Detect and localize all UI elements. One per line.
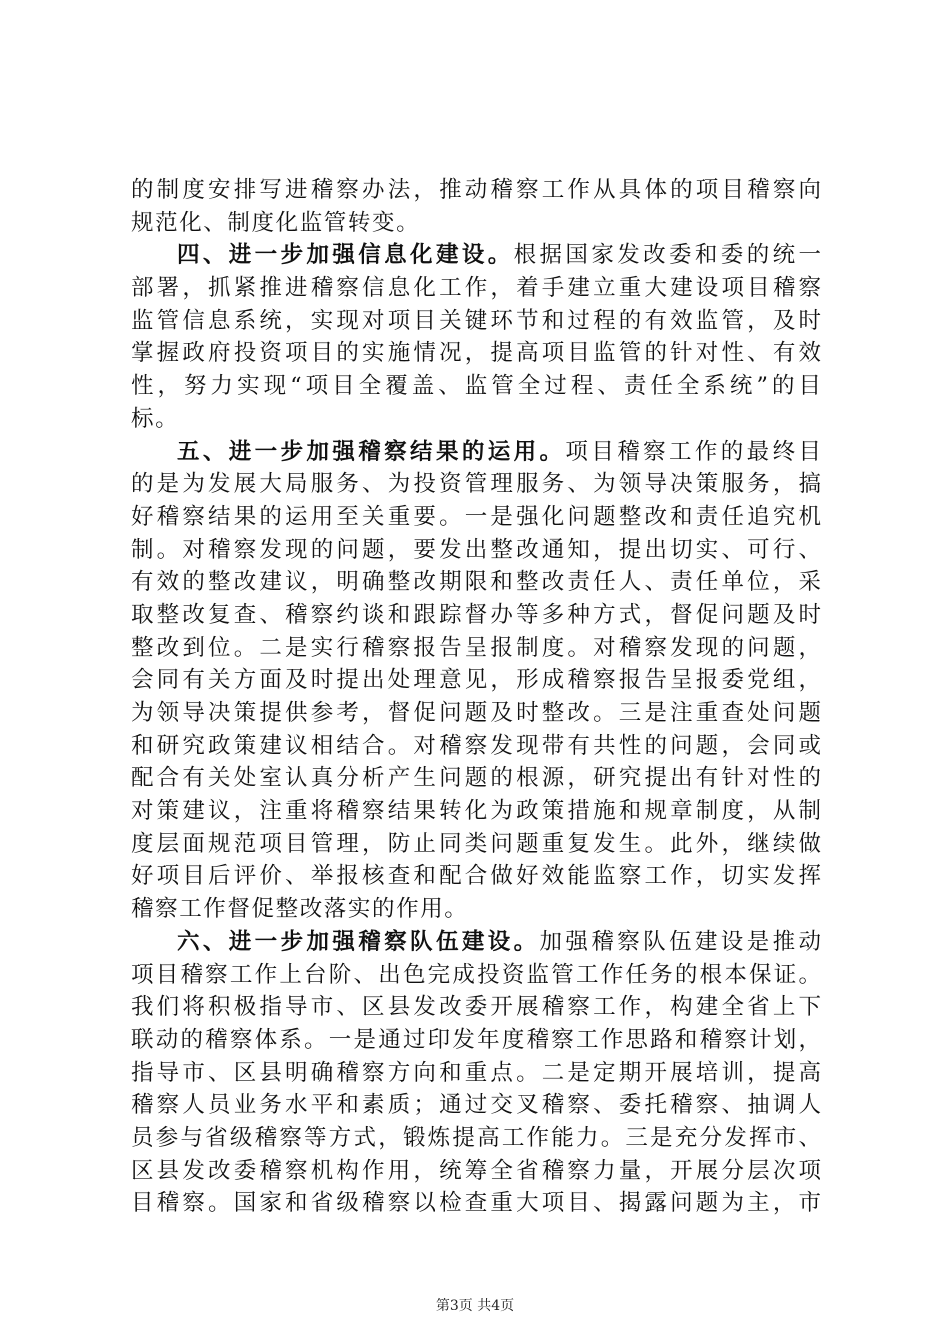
text-line: 制。对稽察发现的问题，要发出整改通知，提出切实、可行、	[131, 536, 821, 563]
paragraph-section-5	[131, 436, 821, 926]
text-line: 的制度安排写进稽察办法，推动稽察工作从具体的项目稽察向	[131, 177, 821, 203]
paragraph-section-6	[131, 926, 821, 1220]
text-line: 联动的稽察体系。一是通过印发年度稽察工作思路和稽察计划，	[131, 1026, 821, 1053]
text-run: 项目稽察工作的最终目	[565, 438, 821, 465]
text-line: 好项目后评价、举报核查和配合做好效能监察工作，切实发挥	[131, 863, 821, 890]
text-line: 稽察人员业务水平和素质；通过交叉稽察、委托稽察、抽调人	[131, 1092, 821, 1119]
text-line: 配合有关处室认真分析产生问题的根源，研究提出有针对性的	[131, 765, 821, 792]
text-line	[131, 436, 821, 469]
text-line: 取整改复查、稽察约谈和跟踪督办等多种方式，督促问题及时	[131, 601, 821, 628]
text-line: 项目稽察工作上台阶、出色完成投资监管工作任务的根本保证。	[131, 961, 821, 988]
text-line	[131, 926, 821, 959]
text-line: 目稽察。国家和省级稽察以检查重大项目、揭露问题为主，市	[131, 1190, 821, 1217]
text-line: 有效的整改建议，明确整改期限和整改责任人、责任单位，采	[131, 569, 821, 596]
text-line: 整改到位。二是实行稽察报告呈报制度。对稽察发现的问题，	[131, 634, 821, 661]
text-line: 标。	[131, 405, 180, 432]
text-line: 好稽察结果的运用至关重要。一是强化问题整改和责任追究机	[131, 503, 821, 530]
text-line: 区县发改委稽察机构作用，统筹全省稽察力量，开展分层次项	[131, 1157, 821, 1184]
text-line: 掌握政府投资项目的实施情况，提高项目监管的针对性、有效	[131, 340, 821, 367]
page-number-footer: 第3页 共4页	[435, 1298, 515, 1314]
text-line: 会同有关方面及时提出处理意见，形成稽察报告呈报委党组，	[131, 667, 821, 694]
section-heading: 五、进一步加强稽察结果的运用。	[177, 438, 566, 465]
text-line: 为领导决策提供参考，督促问题及时整改。三是注重查处问题	[131, 700, 821, 726]
text-line: 的是为发展大局服务、为投资管理服务、为领导决策服务，搞	[131, 471, 821, 498]
text-line: 规范化、制度化监管转变。	[131, 209, 421, 236]
text-run: 加强稽察队伍建设是推动	[539, 928, 821, 955]
paragraph-section-4	[131, 239, 821, 435]
text-line: 和研究政策建议相结合。对稽察发现带有共性的问题，会同或	[131, 732, 821, 759]
text-line: 员参与省级稽察等方式，锻炼提高工作能力。三是充分发挥市、	[131, 1124, 821, 1151]
text-line	[131, 239, 821, 272]
text-line: 对策建议，注重将稽察结果转化为政策措施和规章制度，从制	[131, 798, 821, 825]
text-line: 部署，抓紧推进稽察信息化工作，着手建立重大建设项目稽察	[131, 275, 821, 302]
section-heading: 四、进一步加强信息化建设。	[177, 242, 514, 269]
text-line: 监管信息系统，实现对项目关键环节和过程的有效监管，及时	[131, 307, 821, 334]
section-heading: 六、进一步加强稽察队伍建设。	[177, 928, 540, 955]
text-run: 根据国家发改委和委的统一	[513, 242, 821, 269]
text-line: 稽察工作督促整改落实的作用。	[131, 896, 469, 923]
text-line: 我们将积极指导市、区县发改委开展稽察工作，构建全省上下	[131, 994, 821, 1021]
text-line: 性，努力实现“项目全覆盖、监管全过程、责任全系统”的目	[131, 373, 821, 400]
paragraph-intro	[131, 174, 821, 239]
document-body	[131, 174, 821, 1220]
text-line: 度层面规范项目管理，防止同类问题重复发生。此外，继续做	[131, 830, 821, 857]
text-line: 指导市、区县明确稽察方向和重点。二是定期开展培训，提高	[131, 1059, 821, 1086]
